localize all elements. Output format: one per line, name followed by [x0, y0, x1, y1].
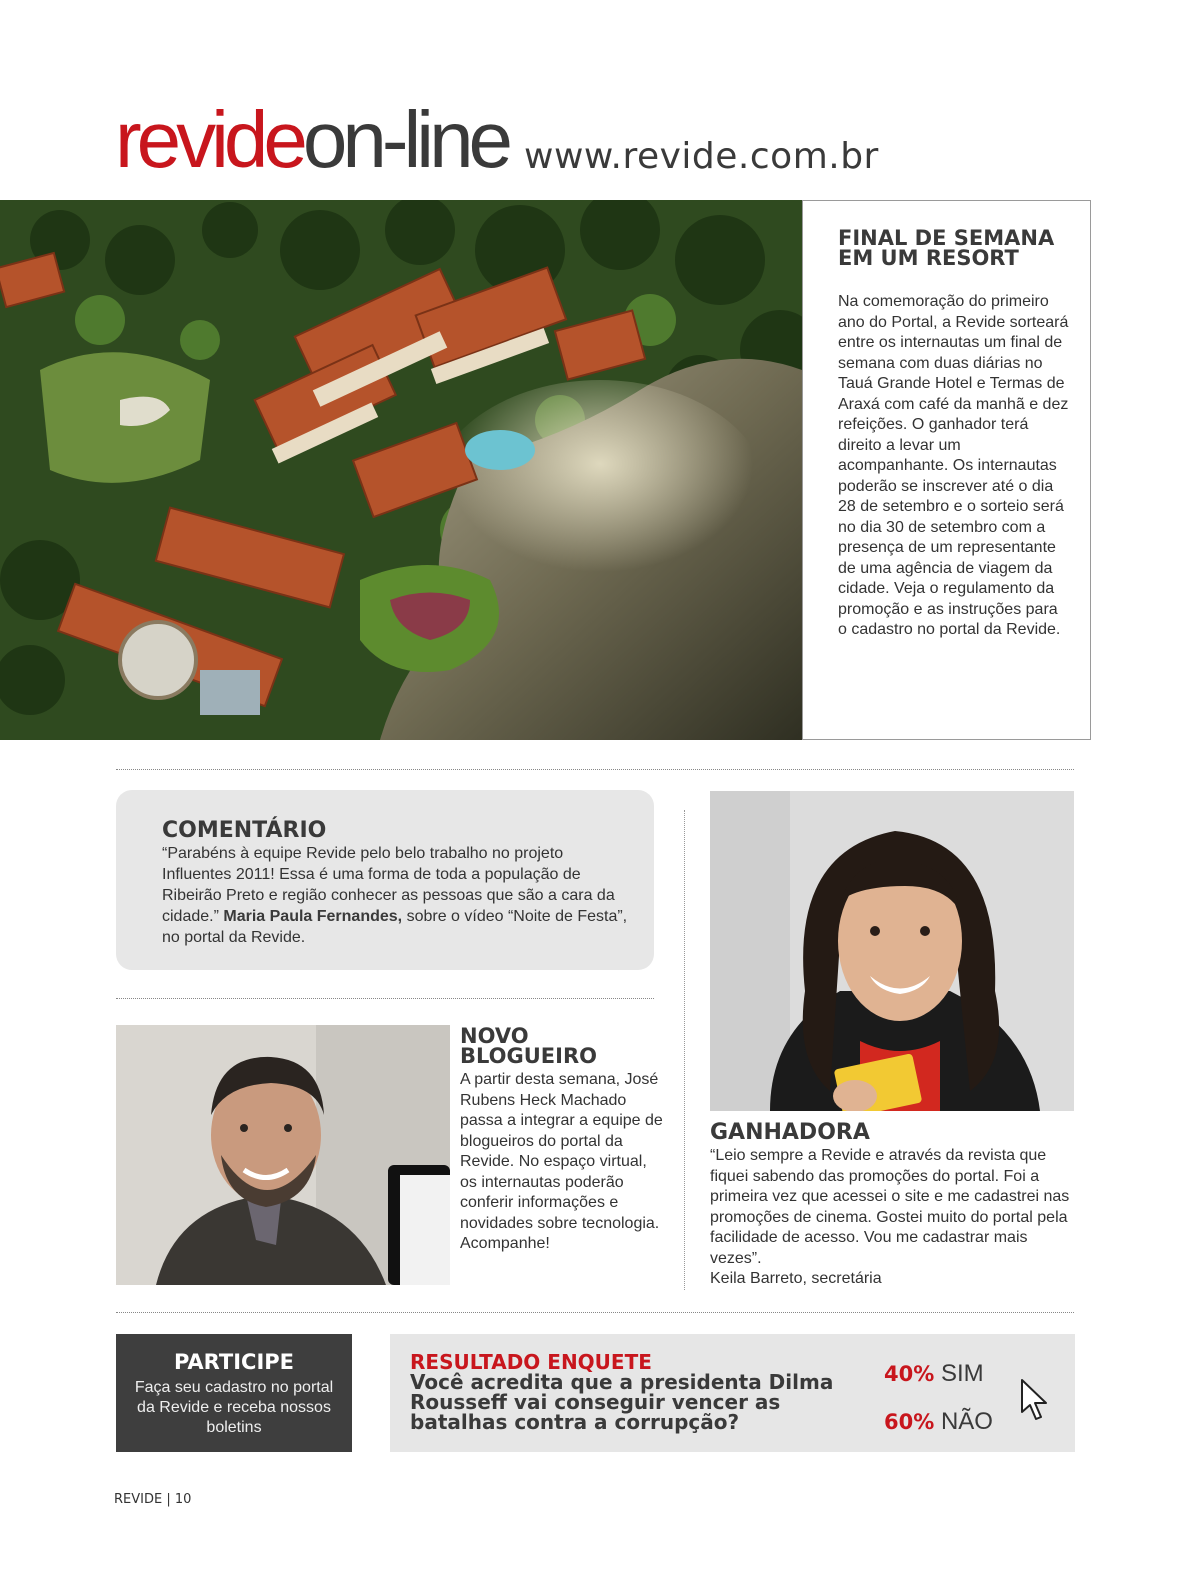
resort-aerial-photo: [0, 200, 802, 740]
comment-quote: “Parabéns à equipe Revide pelo belo trabalho no projeto Influentes 2011! Essa é uma forma de toda a população de Ribeirão Preto e região conhecer as pessoas que são a cara da cidade.”: [162, 845, 615, 925]
page-footer: REVIDE | 10: [114, 1492, 192, 1507]
poll-no-label: NÃO: [940, 1408, 993, 1435]
site-url[interactable]: www.revide.com.br: [524, 136, 879, 177]
winner-photo: [710, 791, 1074, 1111]
poll-question: Você acredita que a presidenta Dilma Rousseff vai conseguir vencer as batalhas contra a corrupção?: [410, 1370, 834, 1434]
section-divider: [116, 769, 1074, 770]
pointer-cursor-icon: [1020, 1378, 1050, 1427]
resort-promo-body: Na comemoração do primeiro ano do Portal, a Revide sorteará entre os internautas um final de semana com duas diárias no Tauá Grande Hotel e Termas de Araxá com café da manhã e dez refeições. O ganhador terá direito a levar um acompanhante. Os internautas poderão se inscrever até o dia 28 de setembro e o sorteio será no dia 30 de setembro com a presença de um representante de uma agência de viagem da cidade. Veja o regulamento da promoção e as instruções para o cadastro no portal da Revide.: [838, 293, 1069, 638]
column-divider: [684, 810, 685, 1290]
blogger-photo: [116, 1025, 450, 1285]
participe-button[interactable]: [116, 1334, 352, 1452]
winner-body: [710, 1146, 1080, 1290]
participe-title: PARTICIPE: [173, 1350, 295, 1374]
poll-no-percent: 60%: [884, 1410, 935, 1434]
section-divider: [116, 998, 654, 999]
comment-author: Maria Paula Fernandes,: [223, 908, 403, 925]
masthead: [115, 95, 509, 184]
masthead-brand-red: revide: [115, 95, 303, 184]
blogger-title: NOVO BLOGUEIRO: [460, 1024, 597, 1068]
winner-quote: “Leio sempre a Revide e através da revista que fiquei sabendo das promoções do portal. Foi a primeira vez que acessei o site e me cadastrei nas promoções de cinema. Gostei muito do portal pela facilidade de acesso. Vou me cadastrar mais vezes”.: [710, 1147, 1070, 1267]
poll-yes-label: SIM: [940, 1360, 984, 1387]
winner-author: Keila Barreto, secretária: [710, 1270, 882, 1287]
comment-body: [162, 843, 632, 948]
winner-title: GANHADORA: [710, 1120, 870, 1145]
poll-yes-percent: 40%: [884, 1362, 935, 1386]
comment-source: sobre o vídeo “Noite de Festa”, no portal da Revide.: [162, 908, 628, 946]
section-divider: [116, 1312, 1074, 1313]
masthead-brand-dark: on-line: [302, 95, 509, 184]
resort-promo-title: FINAL DE SEMANA EM UM RESORT: [838, 226, 1055, 270]
poll-label: RESULTADO ENQUETE: [410, 1350, 652, 1374]
poll-option-no[interactable]: [884, 1408, 993, 1436]
poll-option-yes[interactable]: [884, 1360, 984, 1388]
participe-text: Faça seu cadastro no portal da Revide e receba nossos boletins: [134, 1379, 334, 1436]
comment-title: COMENTÁRIO: [162, 818, 327, 843]
blogger-body: A partir desta semana, José Rubens Heck Machado passa a integrar a equipe de blogueiros do portal da Revide. No espaço virtual, os internautas poderão conferir informações e novidades sobre tecnologia. Acompanhe!: [460, 1071, 663, 1252]
